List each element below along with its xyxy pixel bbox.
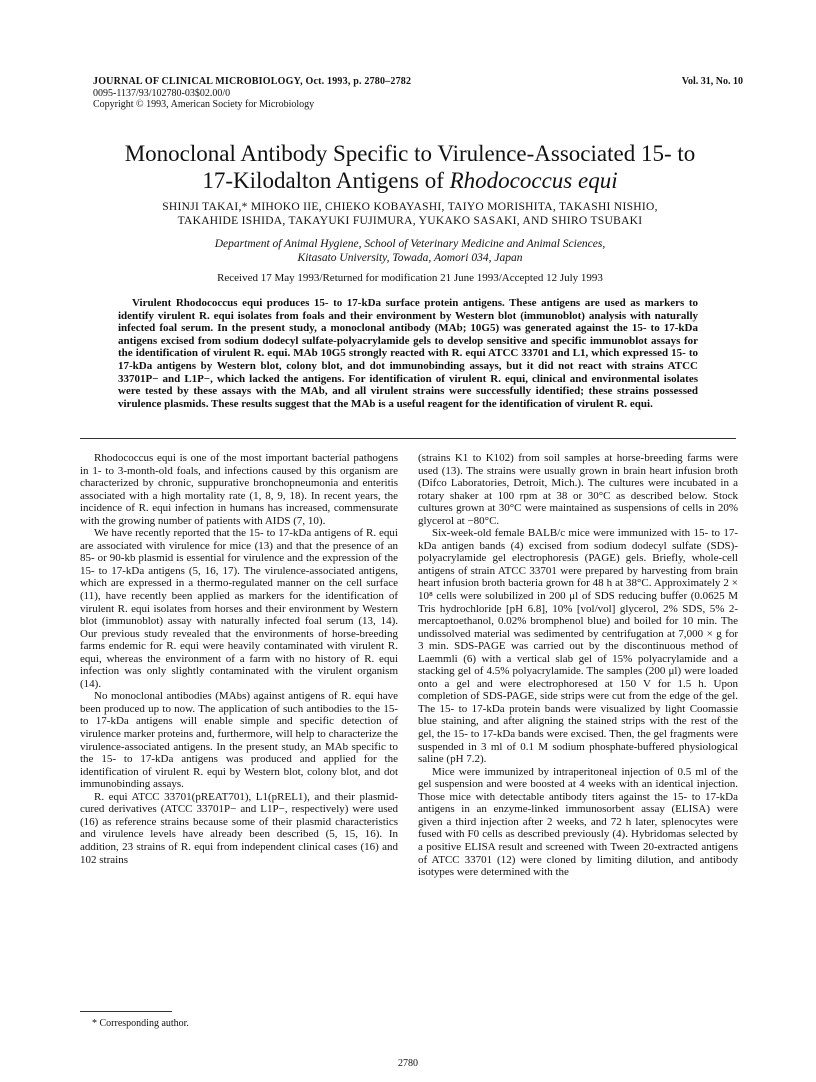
title-line-1: Monoclonal Antibody Specific to Virulence-Associated 15- to <box>124 141 696 166</box>
affiliation-line-2: Kitasato University, Towada, Aomori 034, Japan <box>297 252 523 264</box>
paragraph: Six-week-old female BALB/c mice were immunized with 15- to 17-kDa antigen bands (4) excised from sodium dodecyl sulfate (SDS)-polyacrylamide gel electrophoresis (PAGE) gels. Briefly, whole-cell antigens of strain ATCC 33701 were prepared by harvesting from brain heart infusion broth bacteria grown for 48 h at 38°C. Approximately 2 × 10⁸ cells were solubilized in 200 μl of SDS reducing buffer (0.0625 M Tris hydrochloride [pH 6.8], 10% [vol/vol] glycerol, 2% SDS, 5% 2-mercaptoethanol, 0.02% bromphenol blue) and boiled for 10 min. The undissolved material was sedimented by centrifugation at 7,000 × g for 3 min. SDS-PAGE was carried out by the discontinuous method of Laemmli (6) with a vertical slab gel of 15% polyacrylamide and a stacking gel of 4.5% polyacrylamide. The samples (200 μl) were loaded onto a gel and were electrophoresed at 150 V for 1.5 h. Upon completion of SDS-PAGE, side strips were cut from the edge of the gel. The 15- to 17-kDa protein bands were visualized by light Coomassie blue staining, and after aligning the stained strips with the rest of the gel, the 15- to 17-kDa bands were excised. Then, the gel fragments were suspended in 3 ml of 0.1 M sodium phosphate-buffered physiological saline (pH 7.2). <box>418 527 738 766</box>
paragraph: (strains K1 to K102) from soil samples at horse-breeding farms were used (13). The strains were usually grown in brain heart infusion broth (Difco Laboratories, Detroit, Mich.). The cultures were incubated in a rotary shaker at 100 rpm at 38 or 30°C as described below. Stock cultures grown at 30°C were maintained as suspensions of cells in 20% glycerol at −80°C. <box>418 452 738 527</box>
author-list <box>60 200 760 228</box>
journal-citation: JOURNAL OF CLINICAL MICROBIOLOGY, Oct. 1993, p. 2780–2782 <box>93 76 412 87</box>
volume-issue: Vol. 31, No. 10 <box>681 76 743 87</box>
footnote-divider <box>80 1011 172 1012</box>
affiliation-line-1: Department of Animal Hygiene, School of Veterinary Medicine and Animal Sciences, <box>214 238 606 250</box>
paragraph: Mice were immunized by intraperitoneal injection of 0.5 ml of the gel suspension and were boosted at 4 weeks with an identical injection. Those mice with detectable antibody titers against the 15- to 17-kDa antigens in an enzyme-linked immunosorbent assay (ELISA) were given a third injection after 2 weeks, and 72 h later, splenocytes were fused with F0 cells as described previously (4). Hybridomas selected by a positive ELISA result and screened with Tween 20-extracted antigens of ATCC 33701 (12) were cloned by limiting dilution, and antibody isotypes were determined with the <box>418 765 738 879</box>
article-title <box>60 140 760 194</box>
abstract-divider <box>80 438 736 439</box>
footnote: * Corresponding author. <box>92 1018 189 1029</box>
body-column-left <box>80 452 398 866</box>
title-line-2 <box>60 167 760 194</box>
title-line-2-text: 17-Kilodalton Antigens of <box>202 168 450 193</box>
page-number: 2780 <box>398 1058 418 1069</box>
body-column-right <box>418 452 738 879</box>
copyright-line: Copyright © 1993, American Society for Microbiology <box>93 99 315 110</box>
author-line-2: TAKAHIDE ISHIDA, TAKAYUKI FUJIMURA, YUKAKO SASAKI, AND SHIRO TSUBAKI <box>177 215 643 227</box>
article-code: 0095-1137/93/102780-03$02.00/0 <box>93 87 231 99</box>
paragraph: Rhodococcus equi is one of the most important bacterial pathogens in 1- to 3-month-old foals, and infections caused by this organism are characterized by chronic, suppurative bronchopneumonia and enteritis associated with a high mortality rate (1, 8, 9, 18). In recent years, the incidence of R. equi infection in humans has increased, commensurate with the growing number of patients with AIDS (7, 10). <box>80 452 398 527</box>
paragraph: We have recently reported that the 15- to 17-kDa antigens of R. equi are associated with virulence for mice (13) and that the presence of an 85- or 90-kb plasmid is essential for virulence and the expression of the 15- to 17-kDa antigens (5, 16, 17). The virulence-associated antigens, which are expressed in a thermo-regulated manner on the cell surface (11), have recently been applied as markers for the identification of virulent R. equi isolates from horses and their environment by Western blot (immunoblot) assay with naturally infected foal serum (13, 14). Our previous study revealed that the environments of horse-breeding farms endemic for R. equi were heavily contaminated with virulent R. equi, whereas the environment of a farm with no history of R. equi infection was only slightly contaminated with the virulent organism (14). <box>80 527 398 690</box>
title-organism: Rhodococcus equi <box>449 168 618 193</box>
abstract: Virulent Rhodococcus equi produces 15- to 17-kDa surface protein antigens. These antigens are used as markers to identify virulent R. equi isolates from foals and their environment by Western blot (immunoblot) analysis with naturally infected foal serum. In the present study, a monoclonal antibody (MAb; 10G5) was generated against the 15- to 17-kDa antigens excised from sodium dodecyl sulfate-polyacrylamide gels to develop sensitive and specific immunoblot assays for the identification of virulent R. equi. MAb 10G5 strongly reacted with R. equi ATCC 33701 and L1, which expressed 15- to 17-kDa antigens by Western blot, colony blot, and dot immunobinding assays, but it did not react with strains ATCC 33701P− and L1P−, which lacked the antigens. For identification of virulent R. equi, clinical and environmental isolates were tested by these assays with the MAb, and all virulent strains were successfully identified; these strains possessed virulence plasmids. These results suggest that the MAb is a useful reagent for the identification of virulent R. equi. <box>118 297 698 410</box>
affiliation <box>60 237 760 265</box>
journal-info <box>93 76 411 111</box>
paragraph: R. equi ATCC 33701(pREAT701), L1(pREL1), and their plasmid-cured derivatives (ATCC 33701P− and L1P−, respectively) were used (16) as reference strains because some of their plasmid characteristics and virulence levels have already been described (5, 15, 16). In addition, 23 strains of R. equi from independent clinical cases (16) and 102 strains <box>80 790 398 866</box>
received-dates: Received 17 May 1993/Returned for modification 21 June 1993/Accepted 12 July 1993 <box>217 272 603 284</box>
author-line-1: SHINJI TAKAI,* MIHOKO IIE, CHIEKO KOBAYASHI, TAIYO MORISHITA, TAKASHI NISHIO, <box>162 201 658 213</box>
paragraph: No monoclonal antibodies (MAbs) against antigens of R. equi have been produced up to now. The application of such antibodies to the 15- to 17-kDa antigens will enable simple and specific detection of virulence marker proteins and, furthermore, will help to characterize the virulence-associated antigens. In the present study, an MAb specific to the 15- to 17-kDa antigens was produced and applied for the identification of virulent R. equi by Western blot, colony blot, and dot immunobinding assays. <box>80 690 398 791</box>
